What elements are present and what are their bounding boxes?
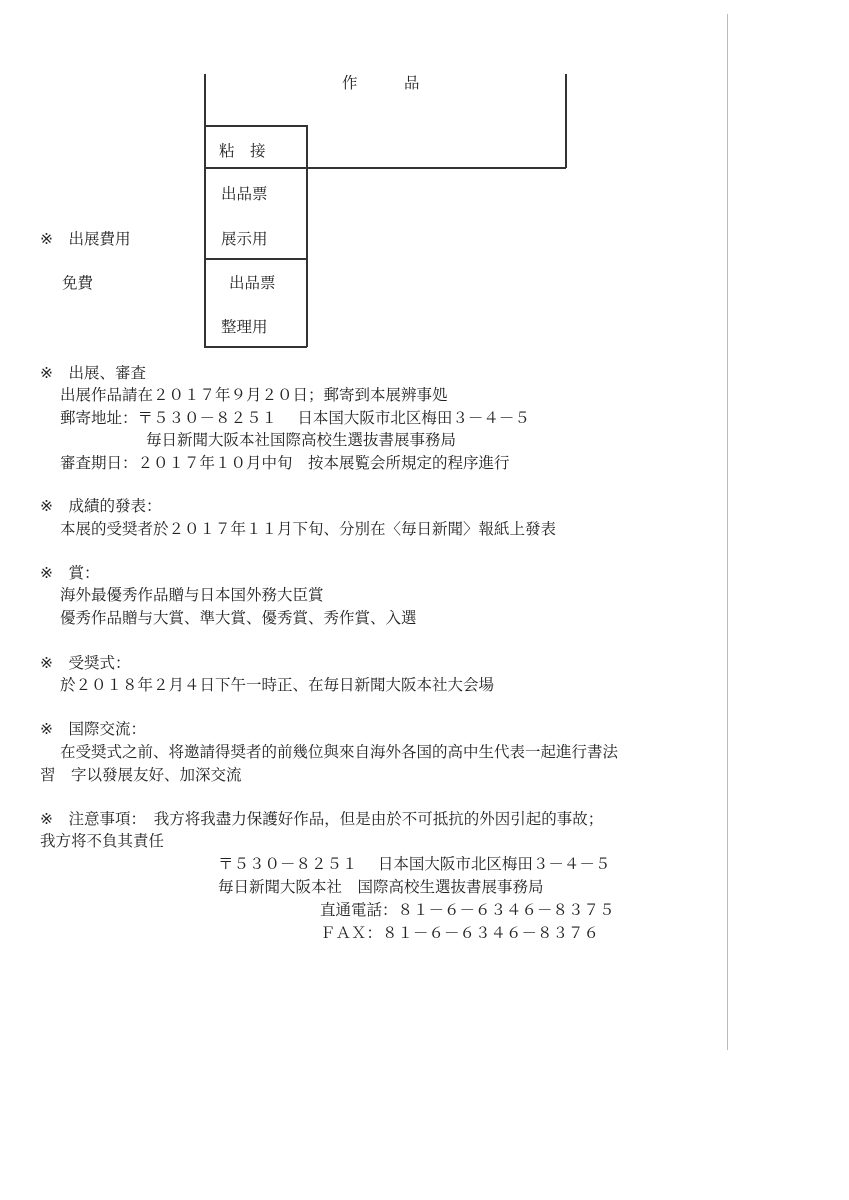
ceremony-heading: ※ 受奨式： bbox=[40, 654, 131, 672]
results-text: 本展的受奨者於２０１７年１１月下旬、分別在〈毎日新聞〉報紙上發表 bbox=[60, 520, 557, 538]
paste-divider bbox=[204, 167, 307, 169]
paste-label: 粘 接 bbox=[219, 142, 266, 160]
exchange-heading: ※ 国際交流： bbox=[40, 720, 146, 738]
fee-heading: ※ 出展費用 bbox=[40, 230, 131, 248]
exchange-line1: 在受奨式之前、将邀請得奨者的前幾位與來自海外各国的高中生代表一起進行書法 bbox=[60, 743, 619, 761]
contact-address: 〒５３０－８２５１ 日本国大阪市北区梅田３－４－５ bbox=[218, 855, 611, 873]
exhibit-address: 郵寄地址：〒５３０－８２５１ 日本国大阪市北区梅田３－４－５ bbox=[60, 409, 530, 427]
exhibit-heading: ※ 出展、審査 bbox=[40, 364, 146, 382]
work-frame-bottom bbox=[306, 167, 566, 169]
slip1-line1: 出品票 bbox=[221, 185, 268, 203]
notice-heading: ※ 注意事項： 我方将我盡力保護好作品，但是由於不可抵抗的外因引起的事故； bbox=[40, 810, 604, 828]
contact-fax: ＦＡＸ：８１－６－６３４６－８３７６ bbox=[320, 924, 600, 942]
fee-value: 免費 bbox=[62, 274, 94, 292]
slip-box-top bbox=[204, 125, 307, 127]
results-heading: ※ 成績的發表： bbox=[40, 497, 162, 515]
contact-phone: 直通電話：８１－６－６３４６－８３７５ bbox=[320, 901, 615, 919]
slip1-line2: 展示用 bbox=[221, 230, 268, 248]
contact-office: 毎日新聞大阪本社 国際高校生選抜書展事務局 bbox=[218, 878, 544, 896]
exhibit-deadline: 出展作品請在２０１７年９月２０日；郵寄到本展辨事処 bbox=[60, 386, 448, 404]
slip2-line1: 出品票 bbox=[229, 274, 276, 292]
awards-line2: 優秀作品贈与大賞、準大賞、優秀賞、秀作賞、入選 bbox=[60, 609, 417, 627]
slip2-line2: 整理用 bbox=[221, 318, 268, 336]
slip-box-bottom bbox=[204, 346, 307, 348]
work-frame-right bbox=[565, 74, 567, 168]
slip-divider bbox=[204, 258, 307, 260]
page-margin-rule bbox=[727, 14, 728, 1050]
slip-box-left bbox=[204, 125, 206, 347]
work-label: 作 品 bbox=[342, 74, 420, 92]
awards-heading: ※ 賞： bbox=[40, 564, 100, 582]
ceremony-text: 於２０１８年２月４日下午一時正、在毎日新聞大阪本社大会場 bbox=[60, 676, 495, 694]
exhibit-review: 審査期日：２０１７年１０月中旬 按本展覧会所規定的程序進行 bbox=[60, 454, 510, 472]
slip-box-right bbox=[306, 125, 308, 347]
exchange-line2: 習 字以發展友好、加深交流 bbox=[40, 766, 242, 784]
exhibit-address-line2: 毎日新聞大阪本社国際高校生選抜書展事務局 bbox=[146, 431, 457, 449]
awards-line1: 海外最優秀作品贈与日本国外務大臣賞 bbox=[60, 586, 324, 604]
notice-line2: 我方将不負其責任 bbox=[40, 832, 165, 850]
